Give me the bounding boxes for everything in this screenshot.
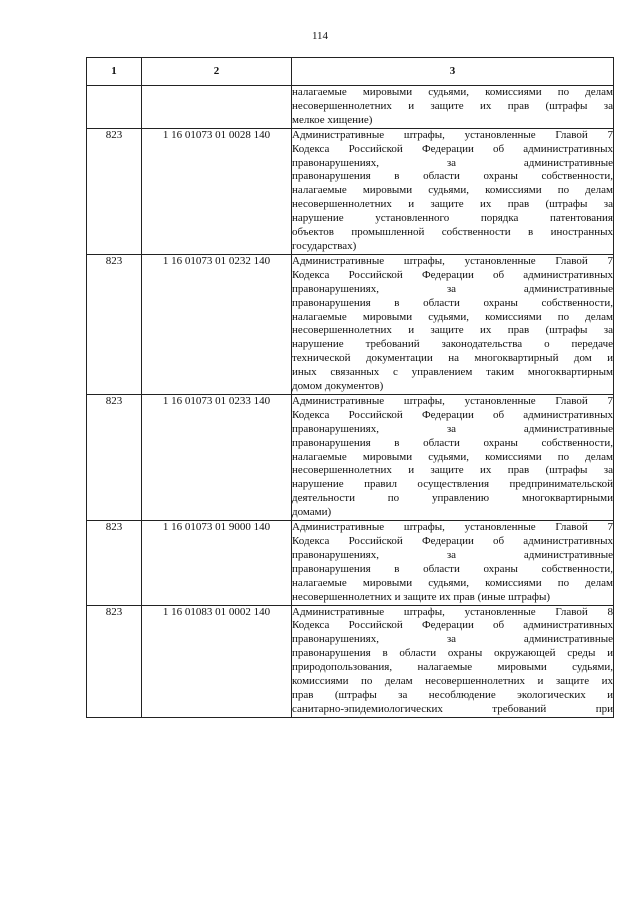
text-line: налагаемые мировыми судьями, комиссиями по делам <box>292 576 613 589</box>
column-header-1: 1 <box>87 58 142 86</box>
cell-description <box>292 605 614 717</box>
cell-col1 <box>87 86 142 129</box>
admin-code-cell: 823 <box>87 128 142 254</box>
text-line: налагаемые мировыми судьями, комиссиями по делам <box>292 184 613 197</box>
text-line: нарушение правил осуществления предпринимательской <box>292 478 613 491</box>
text-line: Административные штрафы, установленные Главой 7 <box>292 521 613 534</box>
table-header-row <box>87 58 614 86</box>
page-number: 114 <box>311 30 329 42</box>
table-row <box>87 521 614 605</box>
text-line: правонарушения в области охраны собственности, <box>292 170 613 183</box>
text-line: технической документации на многоквартирный дом и <box>292 352 613 365</box>
admin-code-cell: 823 <box>87 605 142 717</box>
budget-code-cell: 1 16 01073 01 0233 140 <box>142 394 292 520</box>
text-line: налагаемые мировыми судьями, комиссиями по делам <box>292 86 613 98</box>
text-line: нарушение установленного порядка патентования <box>292 212 613 225</box>
table-row <box>87 605 614 717</box>
text-line: Кодекса Российской Федерации об административных <box>292 619 613 632</box>
text-line: Административные штрафы, установленные Главой 7 <box>292 254 613 267</box>
cell-description <box>292 86 614 129</box>
cell-description <box>292 254 614 394</box>
text-line: Административные штрафы, установленные Главой 8 <box>292 605 613 618</box>
text-line: домом документов) <box>292 380 384 393</box>
text-line: деятельности по управлению многоквартирными <box>292 492 613 505</box>
cell-col2 <box>142 86 292 129</box>
text-line: прав (штрафы за несоблюдение экологических и <box>292 688 613 701</box>
cell-description <box>292 128 614 254</box>
text-line: несовершеннолетних и защите их прав (штрафы за <box>292 198 613 211</box>
text-line: мелкое хищение) <box>292 113 373 126</box>
text-line: правонарушения в области охраны собственности, <box>292 296 613 309</box>
text-line: правонарушениях, за административные <box>292 282 613 295</box>
text-line: правонарушениях, за административные <box>292 633 613 646</box>
text-line: комиссиями по делам несовершеннолетних и защите их <box>292 675 613 688</box>
budget-code-cell: 1 16 01073 01 0232 140 <box>142 254 292 394</box>
text-line: Кодекса Российской Федерации об административных <box>292 535 613 547</box>
text-line: объектов промышленной собственности в иностранных <box>292 226 613 239</box>
text-line: санитарно-эпидемиологических требований при <box>292 702 613 715</box>
text-line: правонарушениях, за административные <box>292 422 613 435</box>
admin-code-cell: 823 <box>87 521 142 605</box>
text-line: Административные штрафы, установленные Главой 7 <box>292 394 613 407</box>
cell-description <box>292 521 614 605</box>
text-line: налагаемые мировыми судьями, комиссиями по делам <box>292 310 613 323</box>
cell-description <box>292 394 614 520</box>
text-line: Кодекса Российской Федерации об административных <box>292 268 613 281</box>
text-line: Кодекса Российской Федерации об административных <box>292 408 613 421</box>
text-line: несовершеннолетних и защите их прав (штрафы за <box>292 464 613 477</box>
admin-code-cell: 823 <box>87 394 142 520</box>
text-line: правонарушениях, за административные <box>292 548 613 561</box>
table-row <box>87 128 614 254</box>
text-line: природопользования, налагаемые мировыми судьями, <box>292 661 613 674</box>
text-line: несовершеннолетних и защите их прав (иные штрафы) <box>292 590 551 603</box>
budget-codes-table <box>86 57 614 718</box>
text-line: правонарушения в области охраны окружающей среды и <box>292 647 613 660</box>
budget-code-cell: 1 16 01073 01 9000 140 <box>142 521 292 605</box>
column-header-2: 2 <box>142 58 292 86</box>
column-header-3: 3 <box>292 58 614 86</box>
table-row-continuation <box>87 86 614 129</box>
text-line: правонарушения в области охраны собственности, <box>292 436 613 449</box>
text-line: Административные штрафы, установленные Главой 7 <box>292 128 613 141</box>
text-line: правонарушениях, за административные <box>292 156 613 169</box>
admin-code-cell: 823 <box>87 254 142 394</box>
text-line: государствах) <box>292 239 357 252</box>
text-line: налагаемые мировыми судьями, комиссиями по делам <box>292 450 613 463</box>
text-line: Кодекса Российской Федерации об административных <box>292 142 613 155</box>
text-line: несовершеннолетних и защите их прав (штрафы за <box>292 99 613 112</box>
text-line: домами) <box>292 506 332 519</box>
text-line: несовершеннолетних и защите их прав (штрафы за <box>292 324 613 337</box>
text-line: иных связанных с управлением таким многоквартирным <box>292 366 613 379</box>
text-line: правонарушения в области охраны собственности, <box>292 562 613 575</box>
budget-code-cell: 1 16 01083 01 0002 140 <box>142 605 292 717</box>
table-row <box>87 254 614 394</box>
text-line: нарушение требований законодательства о передаче <box>292 338 613 351</box>
table-row <box>87 394 614 520</box>
budget-code-cell: 1 16 01073 01 0028 140 <box>142 128 292 254</box>
